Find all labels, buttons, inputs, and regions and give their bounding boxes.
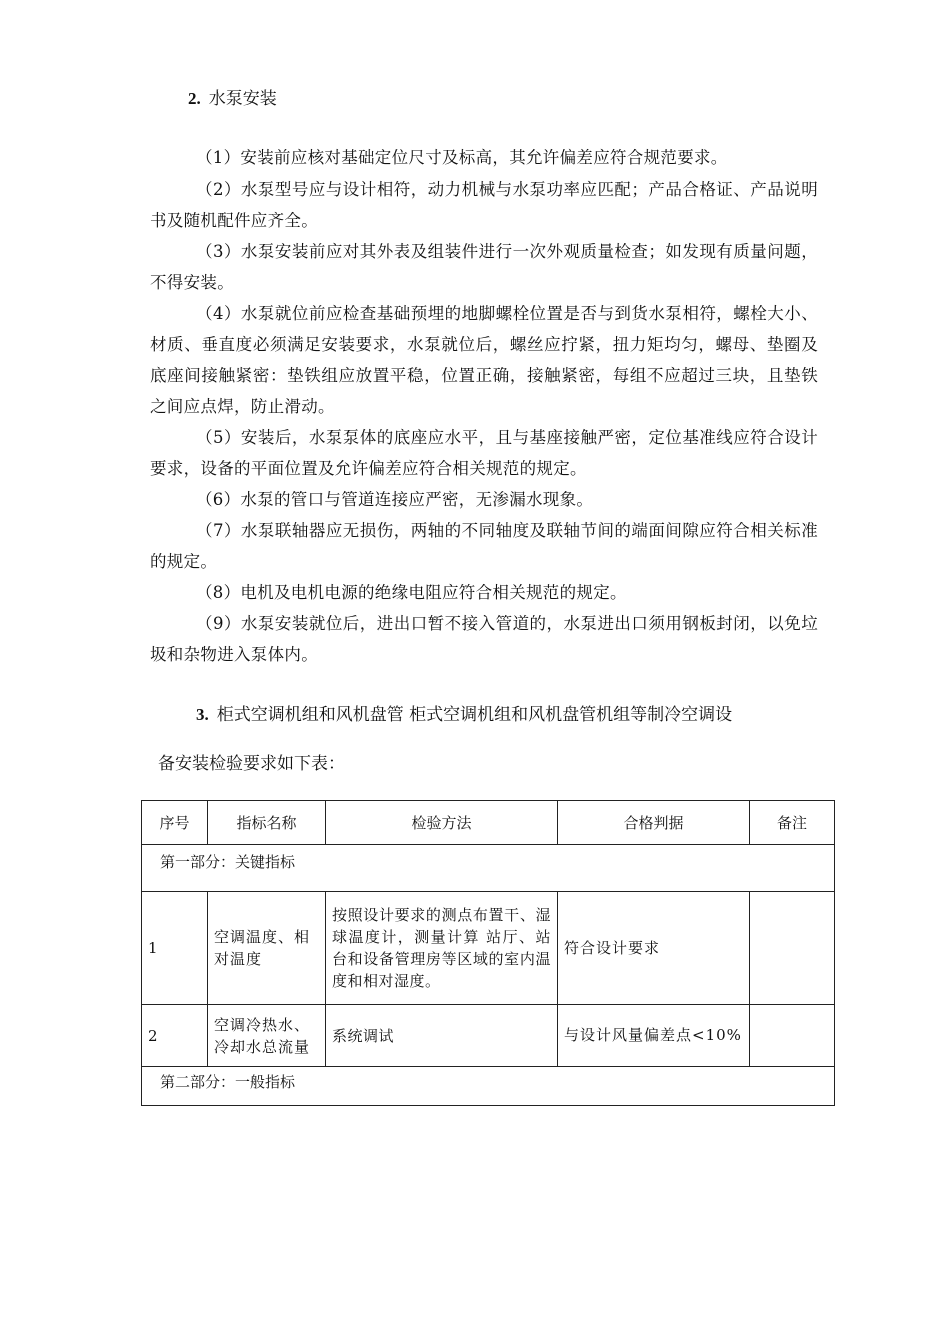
pump-item-3: （3）水泵安装前应对其外表及组装件进行一次外观质量检查；如发现有质量问题，不得安装。 — [150, 242, 818, 292]
pump-item-9: （9）水泵安装就位后，进出口暂不接入管道的，水泵进出口须用钢板封闭，以免垃圾和杂物进入泵体内。 — [150, 614, 818, 664]
header-method: 检验方法 — [326, 801, 558, 845]
header-criteria: 合格判据 — [558, 801, 750, 845]
cell-criteria: 符合设计要求 — [558, 892, 750, 1005]
section-heading-ac — [196, 703, 732, 727]
cell-criteria: 与设计风量偏差点<10% — [558, 1005, 750, 1067]
pump-item-8: （8）电机及电机电源的绝缘电阻应符合相关规范的规定。 — [196, 583, 627, 602]
inspection-table — [141, 800, 835, 1106]
cell-no: 2 — [142, 1005, 208, 1067]
table-row — [142, 1005, 835, 1067]
section-title: 柜式空调机组和风机盘管 柜式空调机组和风机盘管机组等制冷空调设 — [216, 705, 733, 725]
table-section-row — [142, 1067, 835, 1106]
pump-item-5: （5）安装后，水泵泵体的底座应水平，且与基座接触严密，定位基准线应符合设计要求，设备的平面位置及允许偏差应符合相关规范的规定。 — [150, 428, 818, 478]
header-no: 序号 — [142, 801, 208, 845]
header-note: 备注 — [750, 801, 835, 845]
cell-note — [750, 1005, 835, 1067]
pump-item-1: （1）安装前应核对基础定位尺寸及标高，其允许偏差应符合规范要求。 — [196, 148, 728, 167]
section-title-continuation: 备安装检验要求如下表： — [158, 754, 345, 774]
section-label-general: 第二部分：一般指标 — [142, 1067, 835, 1106]
table-row — [142, 892, 835, 1005]
pump-item-6: （6）水泵的管口与管道连接应严密，无渗漏水现象。 — [196, 490, 594, 509]
section-number: 3. — [196, 705, 209, 724]
cell-name: 空调温度、相 对温度 — [208, 892, 326, 1005]
cell-note — [750, 892, 835, 1005]
pump-item-2: （2）水泵型号应与设计相符，动力机械与水泵功率应匹配；产品合格证、产品说明书及随机配件应齐全。 — [150, 180, 818, 230]
section-heading-pump — [188, 87, 277, 111]
section-label-key: 第一部分：关键指标 — [142, 845, 835, 892]
cell-no: 1 — [142, 892, 208, 1005]
cell-method: 系统调试 — [326, 1005, 558, 1067]
table-section-row — [142, 845, 835, 892]
header-name: 指标名称 — [208, 801, 326, 845]
cell-name: 空调冷热水、冷却水总流量 — [208, 1005, 326, 1067]
pump-item-7: （7）水泵联轴器应无损伤，两轴的不同轴度及联轴节间的端面间隙应符合相关标准的规定。 — [150, 521, 818, 571]
pump-item-4: （4）水泵就位前应检查基础预埋的地脚螺栓位置是否与到货水泵相符，螺栓大小、材质、垂直度必须满足安装要求，水泵就位后，螺丝应拧紧，扭力矩均匀，螺母、垫圈及底座间接触紧密：垫铁组应放置平稳，位置正确，接触紧密，每组不应超过三块，且垫铁之间应点焊，防止滑动。 — [150, 304, 818, 416]
section-title: 水泵安装 — [208, 89, 277, 109]
cell-method: 按照设计要求的测点布置干、湿球温度计，测量计算 站厅、站台和设备管理房等区域的室内温度和相对湿度。 — [326, 892, 558, 1005]
section-number: 2. — [188, 89, 201, 108]
table-header-row — [142, 801, 835, 845]
